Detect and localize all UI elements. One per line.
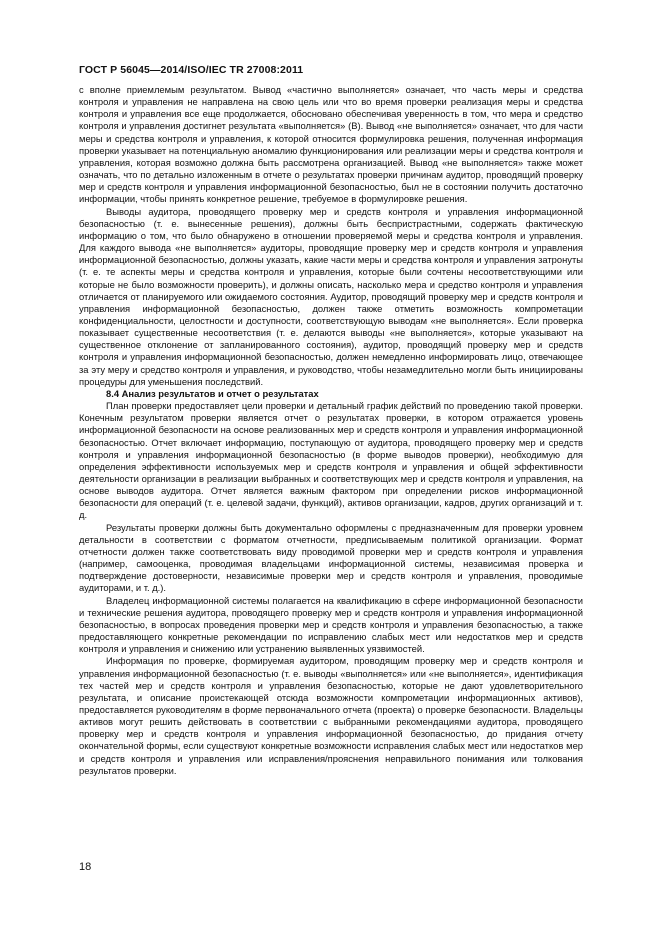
paragraph: Выводы аудитора, проводящего проверку мер и средств контроля и управления информационной безопасностью (т. е. вынесенные решения), должны быть беспристрастными, содержать фактическую информацию о том, что было обнаружено в отношении проверяемой меры и средства контроля и управления. Для каждого вывода «не выполняется» аудиторы, проводящие проверку мер и средств контроля и управления информационной безопасностью, должны указать, какие части меры и средства контроля и управления затронуты (т. е. те аспекты меры и средства контроля и управления, которые были сочтены несоответствующими или которые не было возможности проверить), и должны описать, насколько мера и средство контроля и управления отличается от планируемого или ожидаемого состояния. Аудитор, проводящий проверку мер и средств контроля и управления информационной безопасностью, должен также отметить возможность компрометации конфиденциальности, целостности и доступности, соответствующую выводам «не выполняется». Если проверка показывает существенные несоответствия (т. е. делаются выводы «не выполняется», которые указывают на существенное отклонение от запланированного состояния), аудитор, проводящий проверку мер и средств контроля и управления информационной безопасностью, должен немедленно информировать лицо, отвечающее за эту меру и средство контроля и управления, и руководство, чтобы незамедлительно могли быть инициированы процедуры для уменьшения последствий. [79, 205, 583, 387]
paragraph: Информация по проверке, формируемая аудитором, проводящим проверку мер и средств контроля и управления информационной безопасностью (т. е. выводы «выполняется» или «не выполняется», идентификация тех частей мер и средств контроля и управления безопасностью, которые не дают удовлетворительного результата, и описание проистекающей отсюда возможности компрометации информационных активов), предоставляется руководителям в форме первоначального отчета (проекта) о проверке безопасности. Владельцы активов могут решить действовать в соответствии с выбранными рекомендациями аудитора, проводящего проверку мер и средств контроля и управления информационной безопасностью, до придания отчету окончательной формы, если существуют конкретные возможности исправления слабых мест или недостатков мер и средств контроля и управления или исправления/прояснения неправильного понимания или толкования результатов проверки. [79, 655, 583, 776]
paragraph-continued: с вполне приемлемым результатом. Вывод «частично выполняется» означает, что часть меры и средства контроля и управления не направлена на свою цель или что во время проверки реализация меры и средства контроля и управления все еще продолжается, обосновано обеспечивая уверенность в том, что мера и средство контроля и управления достигнет результата «выполняется» (В). Вывод «не выполняется» означает, что для части меры и средства контроля и управления, к которой относится формулировка решения, полученная информация проверки указывает на потенциальную аномалию функционирования или реализации меры и средства контроля и управления, которая возможно должна быть рассмотрена организацией. Вывод «не выполняется» также может означать, что по детально изложенным в отчете о результатах проверки причинам аудитор, проводящий проверку мер и средств контроля и управления информационной безопасностью, был не в состоянии получить достаточно информации, чтобы принять конкретное решение, требуемое в формулировке решения. [79, 84, 583, 205]
page-number: 18 [79, 861, 92, 873]
document-header: ГОСТ Р 56045—2014/ISO/IEC TR 27008:2011 [79, 64, 304, 76]
paragraph: План проверки предоставляет цели проверки и детальный график действий по проведению такой проверки. Конечным результатом проверки является отчет о результатах проверки, в котором отражается уровень информационной безопасности на основе реализованных мер и средств контроля и управления информационной безопасностью. Отчет включает информацию, поступающую от аудитора, проводящего проверку мер и средств контроля и управления информационной безопасностью (в форме выводов проверки), необходимую для определения эффективности используемых мер и средств контроля и управления и общей эффективности деятельности организации в реализации выбранных и соответствующих мер и средств контроля и управления, на основе выводов аудитора. Отчет является важным фактором при определении рисков информационной безопасности для операций (т. е. целевой задачи, функций), активов организации, кадров, других организаций и т. д. [79, 400, 583, 521]
document-body [79, 84, 583, 777]
section-heading: 8.4 Анализ результатов и отчет о результатах [106, 387, 319, 399]
paragraph: Владелец информационной системы полагается на квалификацию в сфере информационной безопасности и технические решения аудитора, проводящего проверку мер и средств контроля и управления информационной безопасностью, в вопросах проведения проверки мер и средств контроля и управления безопасностью, а также предоставляющего конкретные рекомендации по исправлению слабых мест или недостатков мер и средств контроля и управления и снижению или устранению выявленных уязвимостей. [79, 594, 583, 655]
paragraph: Результаты проверки должны быть документально оформлены с предназначенным для проверки уровнем детальности в соответствии с форматом отчетности, предписываемым политикой организации. Формат отчетности должен также соответствовать виду проводимой проверки мер и средств контроля и управления (например, самооценка, проводимая владельцами информационной системы, независимая проверка и подтверждение достоверности, независимые проверки мер и средств контроля и управления, проводимые аудиторами, и т. д.). [79, 521, 583, 594]
